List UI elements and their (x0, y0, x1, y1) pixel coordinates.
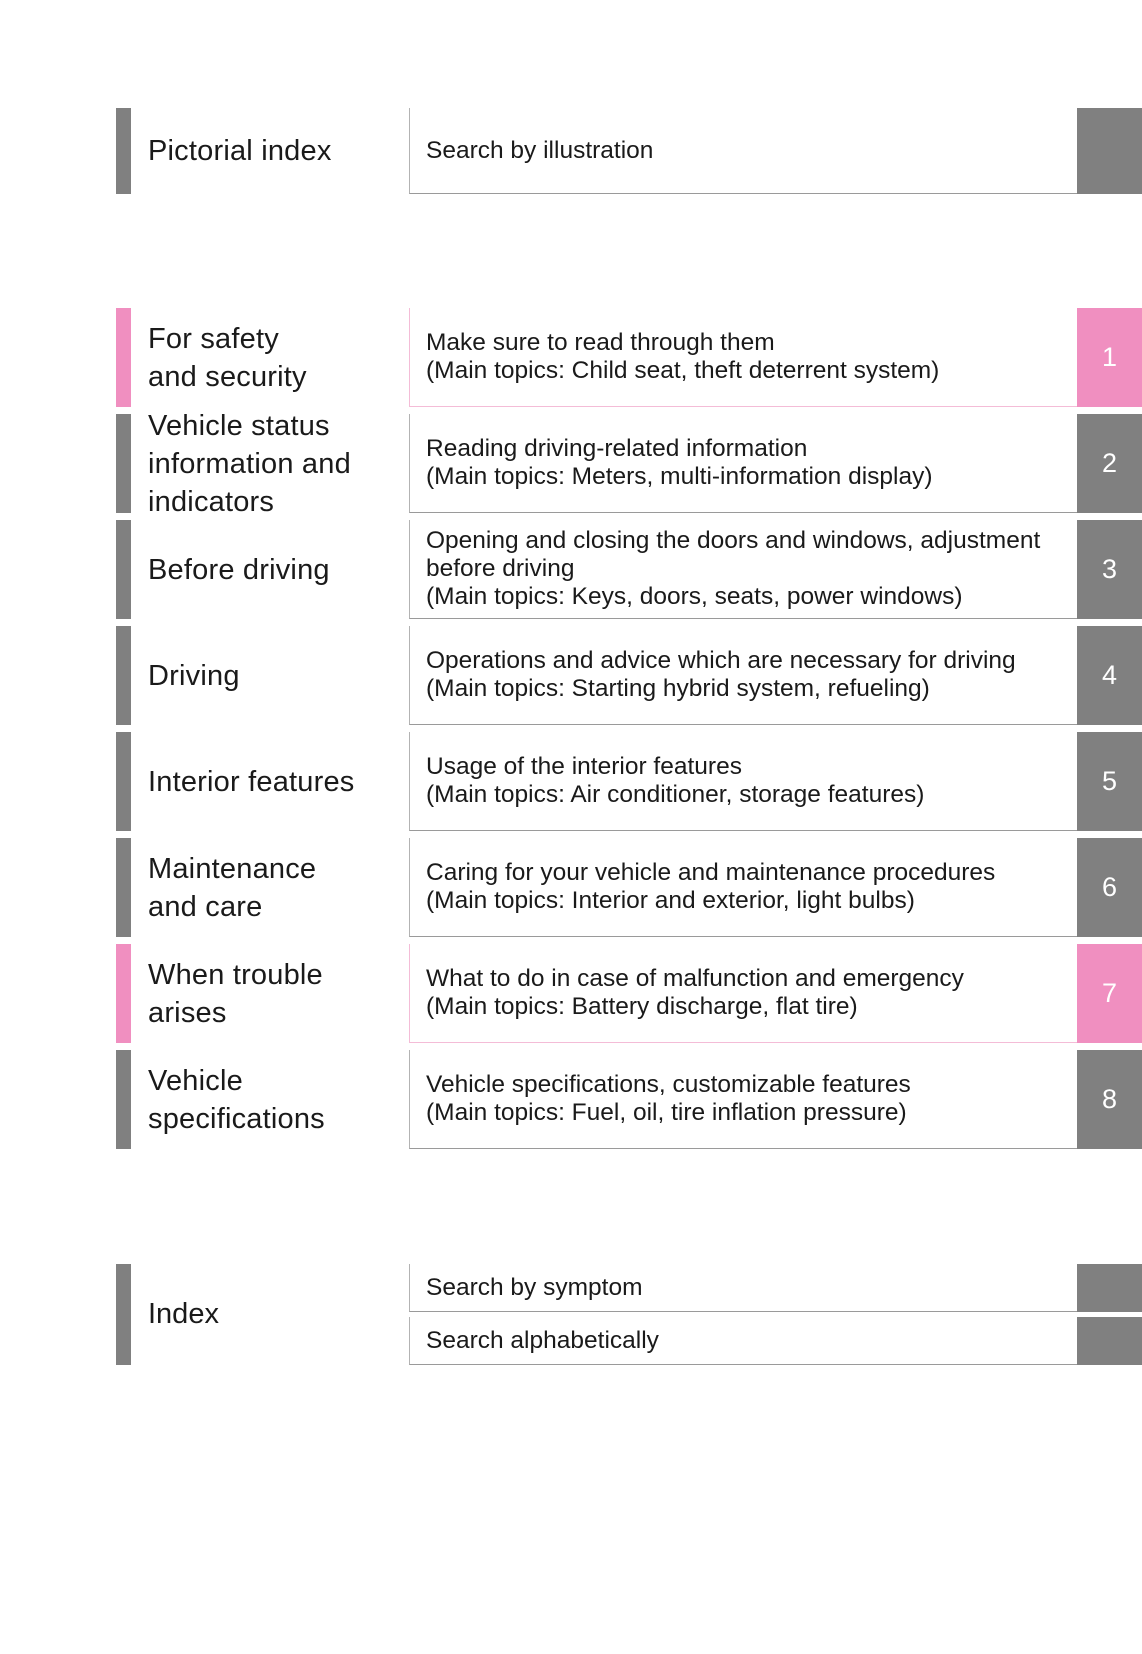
chapter-title: Driving (148, 659, 240, 692)
chapter-marker-bar (116, 944, 131, 1043)
chapter-row-8[interactable] (0, 1050, 1142, 1149)
description-line: Caring for your vehicle and maintenance procedures (426, 859, 996, 886)
index-item-alphabetical[interactable] (409, 1317, 1077, 1365)
index-tab-alphabetical[interactable] (1077, 1317, 1142, 1365)
chapter-description (426, 414, 1069, 512)
description-line: Operations and advice which are necessary for driving (426, 647, 1016, 674)
index-title: Index (148, 1298, 219, 1330)
index-tab-symptom[interactable] (1077, 1264, 1142, 1312)
index-marker-bar (116, 1264, 131, 1365)
section-description-box (409, 108, 1077, 194)
chapter-row-2[interactable] (0, 409, 1142, 518)
chapter-marker-bar (116, 414, 131, 513)
chapter-row-3[interactable] (0, 520, 1142, 619)
chapter-marker-bar (116, 520, 131, 619)
chapter-description-box (409, 414, 1077, 513)
description-line: (Main topics: Child seat, theft deterrent system) (426, 357, 940, 384)
chapter-description (426, 944, 1069, 1042)
description-line: (Main topics: Starting hybrid system, refueling) (426, 675, 930, 702)
description-line: (Main topics: Battery discharge, flat tire) (426, 993, 858, 1020)
chapter-number-tab[interactable]: 8 (1077, 1050, 1142, 1149)
chapter-number-tab[interactable]: 1 (1077, 308, 1142, 407)
chapter-description (426, 732, 1069, 830)
chapter-row-7[interactable] (0, 944, 1142, 1043)
description-line: What to do in case of malfunction and emergency (426, 965, 964, 992)
chapter-description-box (409, 732, 1077, 831)
chapter-description (426, 838, 1069, 936)
chapter-row-6[interactable] (0, 838, 1142, 937)
chapter-description (426, 626, 1069, 724)
chapter-marker-bar (116, 308, 131, 407)
chapter-description-box (409, 308, 1077, 407)
pictorial-index-section[interactable] (0, 108, 1142, 194)
description-line: (Main topics: Keys, doors, seats, power windows) (426, 583, 963, 610)
description-line: (Main topics: Air conditioner, storage features) (426, 781, 925, 808)
chapter-marker-bar (116, 626, 131, 725)
index-item-label: Search by symptom (426, 1273, 643, 1301)
chapter-description (426, 308, 1069, 406)
chapter-number-tab[interactable]: 4 (1077, 626, 1142, 725)
description-line: Usage of the interior features (426, 753, 742, 780)
chapter-title: Vehicle specifications (148, 1064, 325, 1135)
chapter-title: Maintenance and care (148, 852, 317, 923)
chapter-marker-bar (116, 1050, 131, 1149)
index-item-symptom[interactable] (409, 1264, 1077, 1312)
chapter-description (426, 520, 1069, 618)
section-thumb-tab[interactable] (1077, 108, 1142, 194)
section-description (426, 108, 1069, 193)
chapter-number-tab[interactable]: 5 (1077, 732, 1142, 831)
chapter-number-tab[interactable]: 7 (1077, 944, 1142, 1043)
chapter-title: Interior features (148, 765, 355, 798)
chapter-description-box (409, 520, 1077, 619)
chapter-marker-bar (116, 732, 131, 831)
description-line: Opening and closing the doors and windows, adjustment (426, 527, 1041, 554)
description-line: Vehicle specifications, customizable features (426, 1071, 911, 1098)
description-line: (Main topics: Fuel, oil, tire inflation pressure) (426, 1099, 907, 1126)
chapter-description-box (409, 944, 1077, 1043)
chapter-number-tab[interactable]: 2 (1077, 414, 1142, 513)
chapter-title: For safety and security (148, 322, 307, 393)
description-line: before driving (426, 555, 575, 582)
chapter-title: Before driving (148, 553, 330, 586)
chapter-description (426, 1050, 1069, 1148)
section-title: Pictorial index (148, 135, 332, 167)
description-line: Search by illustration (426, 136, 654, 164)
chapter-number-tab[interactable]: 6 (1077, 838, 1142, 937)
section-marker-bar (116, 108, 131, 194)
chapter-row-1[interactable] (0, 308, 1142, 407)
index-item-label: Search alphabetically (426, 1326, 659, 1354)
chapter-title: When trouble arises (148, 958, 323, 1029)
chapter-description-box (409, 626, 1077, 725)
chapter-number-tab[interactable]: 3 (1077, 520, 1142, 619)
chapter-description-box (409, 838, 1077, 937)
chapter-marker-bar (116, 838, 131, 937)
chapter-row-4[interactable] (0, 626, 1142, 725)
description-line: (Main topics: Interior and exterior, light bulbs) (426, 887, 915, 914)
description-line: (Main topics: Meters, multi-information display) (426, 463, 933, 490)
chapter-title: Vehicle status information and indicators (148, 409, 351, 518)
description-line: Make sure to read through them (426, 329, 775, 356)
description-line: Reading driving-related information (426, 435, 808, 462)
chapter-row-5[interactable] (0, 732, 1142, 831)
chapter-description-box (409, 1050, 1077, 1149)
